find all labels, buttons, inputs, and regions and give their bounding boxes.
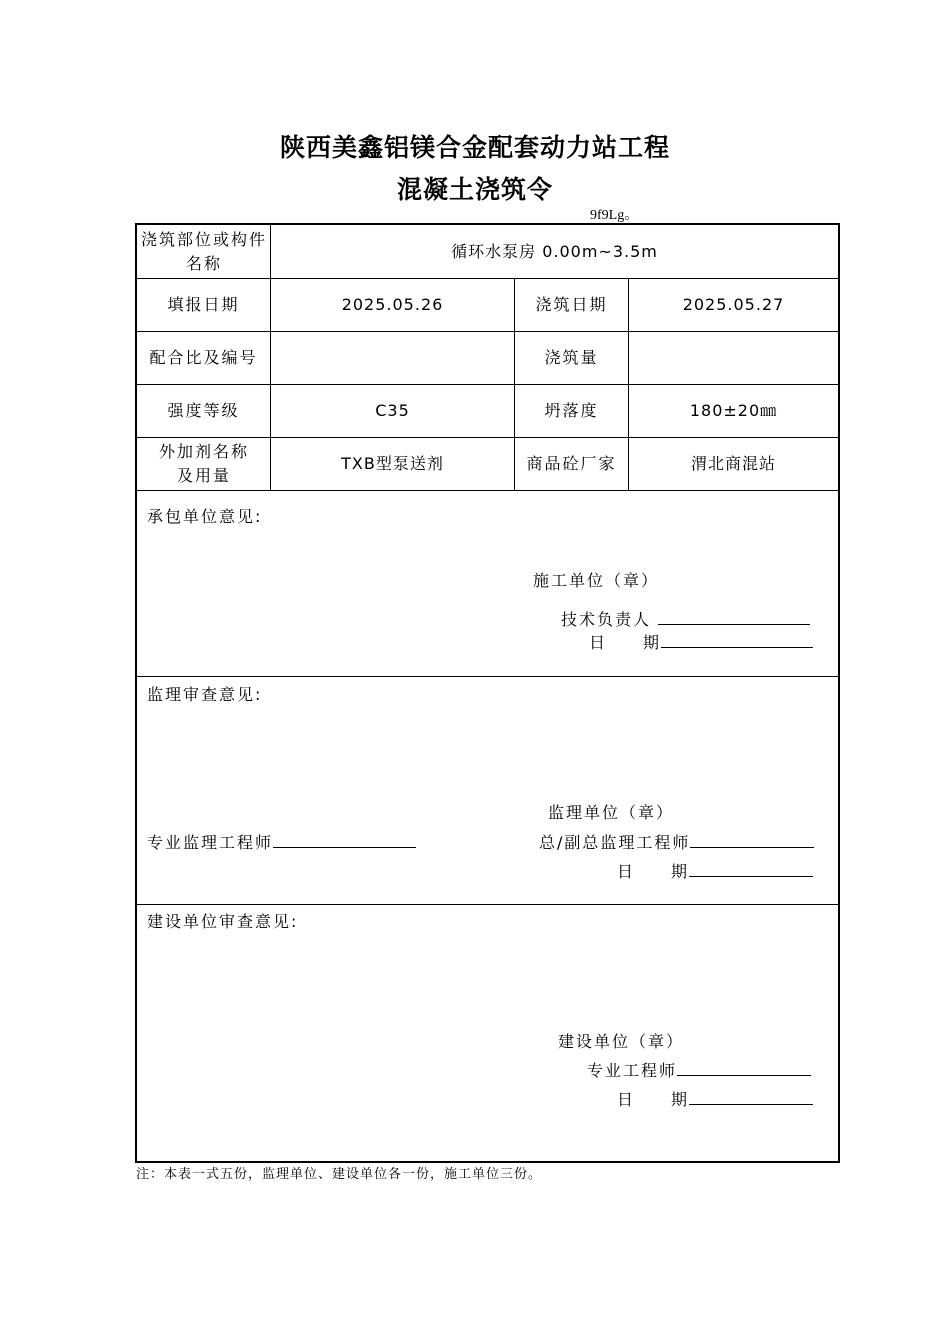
contractor-tech-lead: [561, 607, 810, 630]
strength-label: 强度等级: [167, 400, 240, 420]
supervision-engineer-label: 专业监理工程师: [147, 833, 274, 852]
supervision-stamp: 监理单位（章）: [548, 803, 675, 822]
supervision-engineer-line[interactable]: [273, 831, 416, 848]
mix-label: 配合比及编号: [149, 347, 258, 367]
supplier-label: 商品砼厂家: [526, 453, 617, 473]
owner-date-label: 日 期: [617, 1090, 690, 1109]
supervision-heading: 监理审查意见:: [147, 685, 263, 704]
part-label: 浇筑部位或构件名称: [141, 229, 268, 273]
pour-order-form: [135, 223, 840, 1163]
owner-stamp: 建设单位（章）: [558, 1032, 685, 1051]
admixture-label: 外加剂名称及用量: [158, 441, 249, 485]
document-subtitle: 混凝土浇筑令: [396, 175, 553, 204]
document-code: 9f9Lg。: [590, 208, 639, 223]
tech-lead-signature-line[interactable]: [658, 608, 810, 625]
contractor-stamp: 施工单位（章）: [533, 571, 660, 590]
section-divider: [137, 904, 838, 905]
mix-value: [271, 331, 514, 384]
contractor-date-line[interactable]: [661, 631, 813, 648]
row-divider: [137, 490, 838, 491]
supervision-date-line[interactable]: [689, 860, 813, 877]
owner-heading: 建设单位审查意见:: [147, 912, 299, 931]
tech-lead-label: 技术负责人: [561, 610, 652, 629]
volume-value: [629, 331, 838, 384]
slump-label: 坍落度: [544, 400, 599, 420]
owner-date: [617, 1087, 813, 1110]
contractor-heading: 承包单位意见:: [147, 507, 263, 526]
owner-engineer: [587, 1058, 811, 1081]
strength-value: C35: [375, 400, 410, 420]
volume-label: 浇筑量: [544, 347, 599, 367]
contractor-date: [589, 630, 813, 653]
part-value: 循环水泵房 0.00m~3.5m: [451, 241, 658, 261]
section-divider: [137, 676, 838, 677]
supervision-date-label: 日 期: [617, 862, 690, 881]
slump-value: 180±20㎜: [689, 400, 778, 420]
supplier-value: 渭北商混站: [690, 453, 776, 473]
supervision-chief-label: 总/副总监理工程师: [539, 833, 691, 852]
document-title: 陕西美鑫铝镁合金配套动力站工程: [279, 133, 670, 162]
supervision-chief: [539, 830, 814, 853]
owner-engineer-label: 专业工程师: [587, 1061, 678, 1080]
pour-date-value: 2025.05.27: [682, 294, 785, 314]
pour-date-label: 浇筑日期: [535, 294, 608, 314]
fill-date-label: 填报日期: [167, 294, 240, 314]
owner-date-line[interactable]: [689, 1088, 813, 1105]
supervision-date: [617, 859, 813, 882]
fill-date-value: 2025.05.26: [341, 294, 444, 314]
admixture-value: TXB型泵送剂: [341, 453, 444, 473]
footnote: 注：本表一式五份，监理单位、建设单位各一份，施工单位三份。: [136, 1167, 543, 1182]
contractor-date-label: 日 期: [589, 633, 662, 652]
owner-engineer-line[interactable]: [677, 1059, 811, 1076]
supervision-engineer: [147, 830, 416, 853]
supervision-chief-line[interactable]: [690, 831, 814, 848]
